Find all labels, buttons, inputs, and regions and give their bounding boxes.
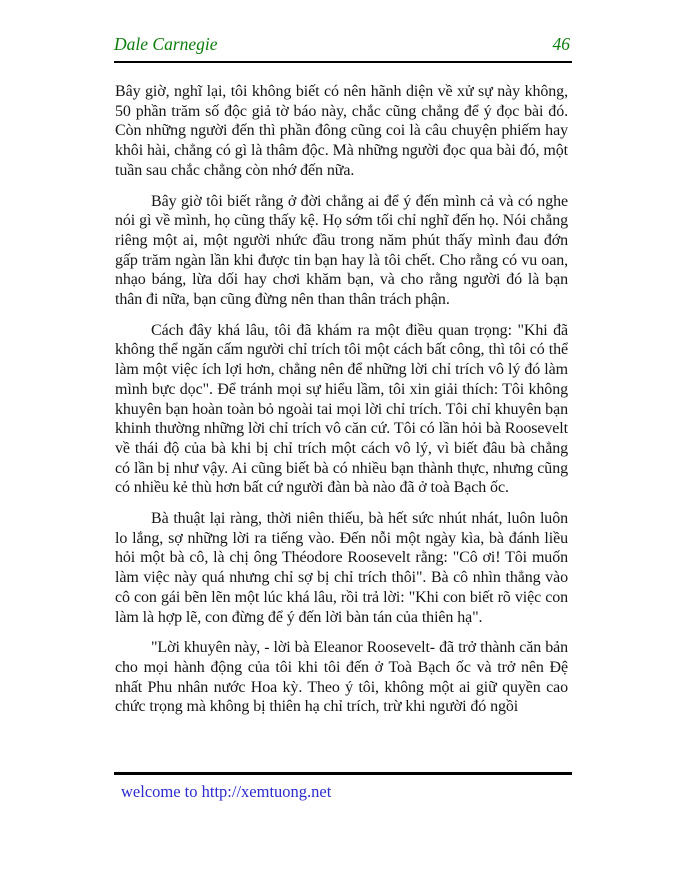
body-text: [115, 82, 568, 728]
paragraph: "Lời khuyên này, - lời bà Eleanor Roosevelt- đã trở thành căn bản cho mọi hành động của tôi khi tôi đến ở Toà Bạch ốc và trở nên Đệ nhất Phu nhân nước Hoa kỳ. Theo ý tôi, không một ai giữ quyền cao chức trọng mà không bị thiên hạ chỉ trích, trừ khi người đó ngồi: [115, 639, 568, 716]
paragraph: Bây giờ, nghĩ lại, tôi không biết có nên hãnh diện về xử sự này không, 50 phần trăm số độc giả tờ báo này, chắc cũng chẳng để ý đọc bài đó. Còn những người đến thì phần đông cũng coi là câu chuyện phiếm hay khôi hài, chẳng có gì là thâm độc. Mà những người đọc qua bài đó, một tuần sau chắc chẳng còn nhớ đến nữa.: [115, 83, 568, 179]
book-author-header: Dale Carnegie: [114, 34, 218, 54]
paragraph: Cách đây khá lâu, tôi đã khám ra một điều quan trọng: "Khi đã không thể ngăn cấm người chỉ trích tôi một cách bất công, thì tôi có thể làm một việc ích lợi hơn, chẳng nên để những lời chỉ trích vô lý đó làm mình bực dọc". Để tránh mọi sự hiểu lầm, tôi xin giải thích: Tôi không khuyên bạn hoàn toàn bỏ ngoài tai mọi lời chỉ trích. Tôi chỉ khuyên bạn khinh thường những lời chỉ trích vô căn cứ. Tôi có lần hỏi bà Roosevelt về thái độ của bà khi bị chỉ trích một cách vô lý, vì biết đâu bà chẳng có lần bị như vậy. Ai cũng biết bà có nhiều bạn thành thực, nhưng cũng có nhiều kẻ thù hơn bất cứ người đàn bà nào đã ở toà Bạch ốc.: [115, 321, 568, 497]
page-number: 46: [552, 34, 570, 54]
page-header: [114, 34, 570, 58]
page-footer: [121, 782, 571, 802]
header-rule: [114, 61, 572, 63]
paragraph: Bà thuật lại ràng, thời niên thiếu, bà hết sức nhút nhát, luôn luôn lo lắng, sợ những lời ra tiếng vào. Đến nỗi một ngày kìa, bà đánh liều hỏi một bà cô, là chị ông Théodore Roosevelt rằng: "Cô ơi! Tôi muốn làm việc này quá nhưng chỉ sợ bị chỉ trích thôi". Bà cô nhìn thẳng vào cô con gái bẽn lẽn một lúc khá lâu, rồi trả lời: "Khi con biết rõ việc con làm là hợp lẽ, con đừng để ý đến lời bàn tán của thiên hạ".: [115, 510, 568, 626]
footer-site-link[interactable]: welcome to http://xemtuong.net: [121, 782, 332, 801]
paragraph: Bây giờ tôi biết rằng ở đời chẳng ai để ý đến mình cả và có nghe nói gì về mình, họ cũng thấy kệ. Họ sớm tối chỉ nghĩ đến họ. Nói chẳng riêng một ai, một người nhức đầu trong năm phút thấy mình đau đớn gấp trăm ngàn lần khi được tin bạn hay là tôi chết. Cho rằng có vu oan, nhạo báng, lừa dối hay chơi khăm bạn, và cho rằng người đó là bạn thân đi nữa, bạn cũng đừng nên than thân trách phận.: [115, 192, 568, 309]
footer-rule: [114, 772, 572, 775]
